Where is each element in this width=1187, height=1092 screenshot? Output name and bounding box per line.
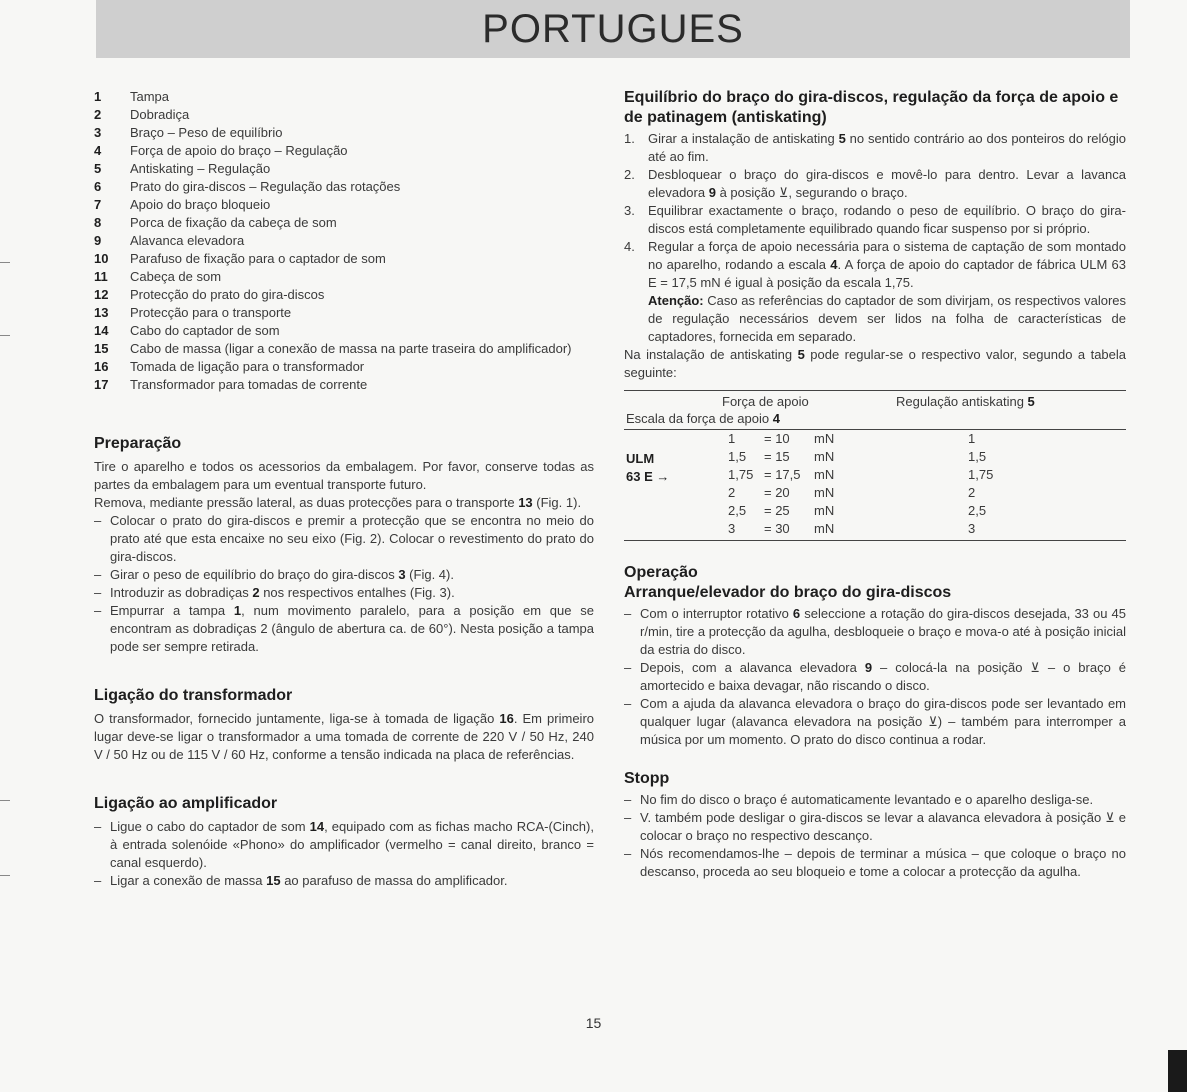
part-label: Parafuso de fixação para o captador de som bbox=[130, 251, 386, 266]
scan-mark bbox=[0, 800, 10, 801]
section-title-operacao: Operação bbox=[624, 564, 698, 581]
part-label: Força de apoio do braço – Regulação bbox=[130, 143, 348, 158]
part-label: Alavanca elevadora bbox=[130, 233, 245, 248]
section-title-amplificador: Ligação ao amplificador bbox=[94, 795, 278, 812]
amplificador-list bbox=[94, 818, 594, 890]
header-banner bbox=[96, 0, 1130, 58]
table-header bbox=[624, 391, 1126, 430]
part-number: 2 bbox=[94, 107, 102, 122]
scan-edge bbox=[1168, 1050, 1187, 1092]
operacao-list bbox=[624, 605, 1126, 749]
table-row bbox=[624, 466, 1126, 484]
scan-mark bbox=[0, 262, 10, 263]
list-item: – Depois, com a alavanca elevadora 9 – colocá-la na posição ⊻ – o braço é amortecido e baixa devagar, não riscando o disco. bbox=[624, 659, 1126, 695]
cell-unit: mN bbox=[814, 449, 835, 464]
part-item bbox=[94, 88, 594, 106]
page-number: 15 bbox=[585, 1015, 602, 1031]
model-ulm: ULM bbox=[626, 451, 655, 466]
part-label: Transformador para tomadas de corrente bbox=[130, 377, 368, 392]
step-item: 4. Regular a força de apoio necessária para o sistema de captação de som montado no aparelho, rodando a escala 4. A força de apoio do captador de fábrica ULM 63 E = 17,5 mN é igual à posição da escala 1,75. bbox=[624, 239, 1126, 290]
cell-scale: 1 bbox=[728, 431, 736, 446]
part-item bbox=[94, 106, 594, 124]
part-item bbox=[94, 160, 594, 178]
part-item bbox=[94, 250, 594, 268]
part-label: Braço – Peso de equilíbrio bbox=[130, 125, 283, 140]
parts-list bbox=[94, 88, 594, 394]
table-row bbox=[624, 448, 1126, 466]
step-item: 1. Girar a instalação de antiskating 5 no sentido contrário ao dos ponteiros do relógio até ao fim. bbox=[624, 131, 1126, 164]
cell-antiskating: 2 bbox=[968, 485, 976, 500]
part-number: 12 bbox=[94, 287, 109, 302]
part-number: 9 bbox=[94, 233, 102, 248]
section-title-stopp: Stopp bbox=[624, 770, 670, 787]
section-title-transformador: Ligação do transformador bbox=[94, 687, 293, 704]
header-escala: Escala da força de apoio 4 bbox=[626, 411, 780, 426]
part-label: Protecção do prato do gira-discos bbox=[130, 287, 325, 302]
cell-unit: mN bbox=[814, 467, 835, 482]
table-row bbox=[624, 520, 1126, 538]
section-title-preparacao: Preparação bbox=[94, 435, 182, 452]
part-label: Dobradiça bbox=[130, 107, 190, 122]
stopp-list bbox=[624, 791, 1126, 881]
right-column bbox=[624, 88, 1126, 881]
part-item bbox=[94, 178, 594, 196]
cell-unit: mN bbox=[814, 485, 835, 500]
part-number: 10 bbox=[94, 251, 109, 266]
part-item bbox=[94, 124, 594, 142]
table-row bbox=[624, 502, 1126, 520]
section-title-equilibrio: Equilíbrio do braço do gira-discos, regulação da força de apoio e de patinagem (antiskating) bbox=[624, 89, 1119, 126]
cell-scale: 3 bbox=[728, 521, 736, 536]
part-label: Protecção para o transporte bbox=[130, 305, 292, 320]
part-label: Tampa bbox=[130, 89, 170, 104]
part-item bbox=[94, 376, 594, 394]
left-column bbox=[94, 88, 594, 890]
list-item: – Com o interruptor rotativo 6 seleccione a rotação do gira-discos desejada, 33 ou 45 r/min, tire a protecção da agulha, desbloqueie o braço e mova-o até à posição inicial da estria do disco. bbox=[624, 605, 1126, 659]
part-number: 11 bbox=[94, 269, 108, 284]
paragraph: Tire o aparelho e todos os acessorios da embalagem. Por favor, conserve todas as partes da embalagem para um eventual transporte futuro. bbox=[94, 459, 594, 492]
cell-unit: mN bbox=[814, 431, 835, 446]
cell-antiskating: 1 bbox=[968, 431, 976, 446]
cell-unit: mN bbox=[814, 521, 835, 536]
part-number: 7 bbox=[94, 197, 102, 212]
preparacao-list bbox=[94, 512, 594, 656]
part-label: Prato do gira-discos – Regulação das rotações bbox=[130, 179, 401, 194]
cell-antiskating: 2,5 bbox=[968, 503, 987, 518]
part-number: 5 bbox=[94, 161, 102, 176]
header-regulacao: Regulação antiskating 5 bbox=[896, 394, 1035, 409]
part-label: Antiskating – Regulação bbox=[130, 161, 271, 176]
list-item: – Com a ajuda da alavanca elevadora o braço do gira-discos pode ser levantado em qualquer lugar (alavanca elevadora na posição ⊻) – também para interromper a música por um momento. O prato do disco continua a rodar. bbox=[624, 695, 1126, 749]
list-item: – Nós recomendamos-lhe – depois de terminar a música – que coloque o braço no descanso, proceda ao seu bloqueio e tome a colocar a protecção da agulha. bbox=[624, 845, 1126, 881]
part-item bbox=[94, 142, 594, 160]
section-subtitle-arranque: Arranque/elevador do braço do gira-discos bbox=[624, 584, 952, 601]
table-body bbox=[624, 430, 1126, 540]
part-label: Porca de fixação da cabeça de som bbox=[130, 215, 337, 230]
cell-scale: 2,5 bbox=[728, 503, 747, 518]
part-item bbox=[94, 358, 594, 376]
cell-scale: 1,75 bbox=[728, 467, 754, 482]
part-number: 13 bbox=[94, 305, 109, 320]
part-label: Cabo do captador de som bbox=[130, 323, 280, 338]
table-row bbox=[624, 484, 1126, 502]
list-item: – Girar o peso de equilíbrio do braço do gira-discos 3 (Fig. 4). bbox=[94, 566, 594, 584]
table-row bbox=[624, 430, 1126, 448]
part-number: 4 bbox=[94, 143, 102, 158]
part-number: 1 bbox=[94, 89, 102, 104]
part-item bbox=[94, 196, 594, 214]
part-number: 16 bbox=[94, 359, 109, 374]
part-label: Cabeça de som bbox=[130, 269, 222, 284]
part-label: Tomada de ligação para o transformador bbox=[130, 359, 365, 374]
cell-scale: 1,5 bbox=[728, 449, 747, 464]
cell-antiskating: 1,75 bbox=[968, 467, 994, 482]
antiskating-table bbox=[624, 390, 1126, 541]
part-item bbox=[94, 214, 594, 232]
page-title: PORTUGUES bbox=[482, 7, 744, 51]
cell-antiskating: 1,5 bbox=[968, 449, 987, 464]
cell-force: = 30 bbox=[764, 521, 790, 536]
part-item bbox=[94, 340, 594, 358]
step-item: 2. Desbloquear o braço do gira-discos e movê-lo para dentro. Levar a lavanca elevadora 9 à posição ⊻, segurando o braço. bbox=[624, 167, 1126, 200]
cell-antiskating: 3 bbox=[968, 521, 976, 536]
part-number: 3 bbox=[94, 125, 102, 140]
cell-force: = 17,5 bbox=[764, 467, 801, 482]
header-forca: Força de apoio bbox=[722, 394, 809, 409]
part-label: Cabo de massa (ligar a conexão de massa na parte traseira do amplificador) bbox=[130, 341, 572, 356]
list-item: – Colocar o prato do gira-discos e premir a protecção que se encontra no meio do prato até que esta encaixe no seu eixo (Fig. 2). Colocar o revestimento do prato do gira-discos. bbox=[94, 512, 594, 566]
attention-note: Atenção: Caso as referências do captador de som divirjam, os respectivos valores de regulação necessários devem ser lidos na folha de características de captadores, fornecida em separado. bbox=[648, 293, 1126, 344]
paragraph: O transformador, fornecido juntamente, liga-se à tomada de ligação 16. Em primeiro lugar deve-se ligar o transformador a uma tomada de corrente de 220 V / 50 Hz, 240 V / 50 Hz ou de 115 V / 60 Hz, conforme a tensão indicada na placa de referências. bbox=[94, 711, 594, 762]
list-item: – Introduzir as dobradiças 2 nos respectivos entalhes (Fig. 3). bbox=[94, 584, 594, 602]
paragraph: Remova, mediante pressão lateral, as duas protecções para o transporte 13 (Fig. 1). bbox=[94, 495, 582, 510]
cell-force: = 10 bbox=[764, 431, 790, 446]
step-item: 3. Equilibrar exactamente o braço, rodando o peso de equilíbrio. O braço do gira-discos está completamente equilibrado quando ficar suspenso por si próprio. bbox=[624, 203, 1126, 236]
part-label: Apoio do braço bloqueio bbox=[130, 197, 271, 212]
list-item: – Ligar a conexão de massa 15 ao parafuso de massa do amplificador. bbox=[94, 872, 594, 890]
cell-scale: 2 bbox=[728, 485, 736, 500]
part-number: 15 bbox=[94, 341, 109, 356]
equilibrio-steps bbox=[624, 130, 1126, 292]
model-63e: 63 E → bbox=[626, 469, 670, 484]
part-number: 17 bbox=[94, 377, 109, 392]
part-item bbox=[94, 286, 594, 304]
part-item bbox=[94, 232, 594, 250]
cell-force: = 15 bbox=[764, 449, 790, 464]
list-item: – Empurrar a tampa 1, num movimento paralelo, para a posição em que se encontram as dobradiças 2 (ângulo de abertura ca. de 60°). Nesta posição a tampa pode ser sempre retirada. bbox=[94, 602, 594, 656]
part-number: 8 bbox=[94, 215, 102, 230]
part-item bbox=[94, 304, 594, 322]
list-item: – No fim do disco o braço é automaticamente levantado e o aparelho desliga-se. bbox=[624, 791, 1126, 809]
scan-mark bbox=[0, 335, 10, 336]
cell-force: = 25 bbox=[764, 503, 790, 518]
list-item: – V. também pode desligar o gira-discos se levar a alavanca elevadora à posição ⊻ e colocar o braço no respectivo descanço. bbox=[624, 809, 1126, 845]
scan-mark bbox=[0, 875, 10, 876]
part-item bbox=[94, 268, 594, 286]
list-item: – Ligue o cabo do captador de som 14, equipado com as fichas macho RCA-(Cinch), à entrada solenóide «Phono» do amplificador (vermelho = canal direito, branco = canal esquerdo). bbox=[94, 818, 594, 872]
paragraph: Na instalação de antiskating 5 pode regular-se o respectivo valor, segundo a tabela seguinte: bbox=[624, 347, 1126, 380]
cell-unit: mN bbox=[814, 503, 835, 518]
part-number: 6 bbox=[94, 179, 102, 194]
part-number: 14 bbox=[94, 323, 109, 338]
cell-force: = 20 bbox=[764, 485, 790, 500]
part-item bbox=[94, 322, 594, 340]
